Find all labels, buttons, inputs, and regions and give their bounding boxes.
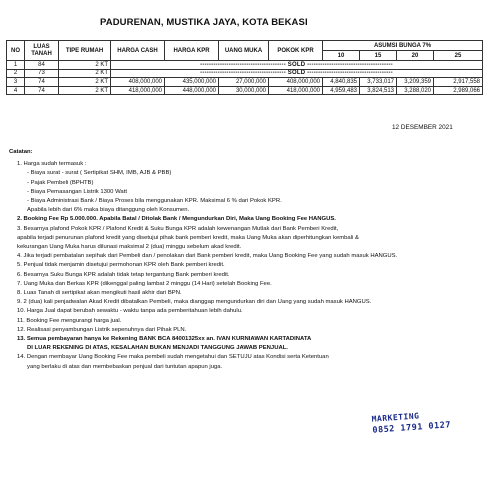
col-luas-tanah: LUAS TANAH bbox=[25, 41, 59, 61]
note-12: 12. Realisasi penyambungan Listrik sepenuhnya dari Pihak PLN. bbox=[17, 326, 187, 333]
note-1b: - Pajak Pembeli (BPHTB) bbox=[27, 179, 94, 186]
note-7: 7. Uang Muka dan Berkas KPR (dikenggal paling lambat 2 minggu (14 Hari) setelah Booking Fee. bbox=[17, 280, 272, 287]
cell-uang-muka: 27,000,000 bbox=[219, 78, 269, 87]
cell-tipe: 2 KT bbox=[59, 61, 111, 70]
cell-tipe: 2 KT bbox=[59, 78, 111, 87]
note-13b: DI LUAR REKENING DI ATAS, KESALAHAN BUKAN MENJADI TANGGUNG JAWAB PENJUAL. bbox=[27, 345, 288, 352]
table-row bbox=[7, 78, 483, 87]
cell-pokok-kpr: 418,000,000 bbox=[269, 86, 323, 95]
cell-pokok-kpr: 408,000,000 bbox=[269, 78, 323, 87]
note-1a: - Biaya surat - surat ( Sertipikat SHM, IMB, AJB & PBB) bbox=[27, 170, 172, 177]
cell-harga-cash: 418,000,000 bbox=[111, 86, 165, 95]
note-3c: kekurangan Uang Muka harus dilunasi maksimal 2 (dua) minggu sebelum akad kredit. bbox=[17, 244, 242, 251]
document-date: 12 DESEMBER 2021 bbox=[392, 124, 453, 131]
cell-harga-kpr: 448,000,000 bbox=[165, 86, 219, 95]
note-8: 8. Luas Tanah di sertipikat akan mengikuti hasil akhir dari BPN. bbox=[17, 290, 182, 297]
col-tenor-15: 15 bbox=[360, 51, 397, 61]
col-harga-cash: HARGA CASH bbox=[111, 41, 165, 61]
note-11: 11. Booking Fee mengurangi harga jual. bbox=[17, 317, 122, 324]
signature-label: MARKETING bbox=[371, 411, 420, 424]
note-9: 9. 2 (dua) kali penjadwalan Akad Kredit dibatalkan Pembeli, maka dianggap mengundurkan diri dan Uang yang sudah masuk HANGUS. bbox=[17, 299, 372, 306]
note-6: 6. Besarnya Suku Bunga KPR adalah tidak tetap tergantung Bank pemberi kredit. bbox=[17, 271, 230, 278]
cell-tenor-15: 3,733,017 bbox=[360, 78, 397, 87]
marketing-signature bbox=[371, 409, 451, 435]
cell-tenor-10: 4,840,835 bbox=[323, 78, 360, 87]
cell-sold: --------------------------------------- SOLD --------------------------------------- bbox=[111, 61, 483, 70]
note-1e: Apabila lebih dari 6% maka biaya ditanggung oleh Konsumen. bbox=[27, 207, 190, 214]
col-uang-muka: UANG MUKA bbox=[219, 41, 269, 61]
notes-section bbox=[9, 148, 489, 372]
note-14: 14. Dengan membayar Uang Booking Fee maka pembeli sudah mengetahui dan SETUJU atas Kondisi serta Ketentuan bbox=[17, 354, 329, 361]
col-pokok-kpr: POKOK KPR bbox=[269, 41, 323, 61]
cell-no: 3 bbox=[7, 78, 25, 87]
col-tenor-25: 25 bbox=[434, 51, 483, 61]
signature-phone: 0852 1791 0127 bbox=[372, 420, 452, 436]
note-10: 10. Harga Jual dapat berubah sewaktu - waktu tanpa ada pemberitahuan lebih dahulu. bbox=[17, 308, 243, 315]
cell-tenor-25: 2,917,558 bbox=[434, 78, 483, 87]
table-header-row bbox=[7, 41, 483, 51]
col-tipe-rumah: TIPE RUMAH bbox=[59, 41, 111, 61]
cell-luas: 84 bbox=[25, 61, 59, 70]
cell-luas: 74 bbox=[25, 86, 59, 95]
page-title: PADURENAN, MUSTIKA JAYA, KOTA BEKASI bbox=[100, 17, 308, 28]
cell-harga-kpr: 435,000,000 bbox=[165, 78, 219, 87]
note-2: 2. Booking Fee Rp 5.000.000. Apabila Batal / Ditolak Bank / Mengundurkan Diri, Maka Uang Booking Fee HANGUS. bbox=[17, 216, 336, 223]
cell-sold: --------------------------------------- SOLD --------------------------------------- bbox=[111, 69, 483, 78]
cell-tenor-10: 4,959,483 bbox=[323, 86, 360, 95]
note-3: 3. Besarnya plafond Pokok KPR / Plafond Kredit & Suku Bunga KPR adalah kewenangan Mutlak dari Bank Pemberi Kredit, bbox=[17, 225, 339, 232]
col-tenor-20: 20 bbox=[397, 51, 434, 61]
cell-no: 1 bbox=[7, 61, 25, 70]
cell-tenor-20: 3,288,020 bbox=[397, 86, 434, 95]
cell-luas: 74 bbox=[25, 78, 59, 87]
note-1d: - Biaya Administrasi Bank / Biaya Proses bila menggunakan KPR. Maksimal 6 % dari Pokok KPR. bbox=[27, 198, 282, 205]
table-row bbox=[7, 61, 483, 70]
price-table bbox=[6, 40, 483, 95]
cell-uang-muka: 30,000,000 bbox=[219, 86, 269, 95]
cell-tenor-20: 3,209,359 bbox=[397, 78, 434, 87]
cell-tenor-15: 3,824,513 bbox=[360, 86, 397, 95]
note-1c: - Biaya Pemasangan Listrik 1300 Watt bbox=[27, 188, 127, 195]
cell-luas: 73 bbox=[25, 69, 59, 78]
cell-harga-cash: 408,000,000 bbox=[111, 78, 165, 87]
cell-tenor-25: 2,989,066 bbox=[434, 86, 483, 95]
cell-no: 2 bbox=[7, 69, 25, 78]
notes-heading: Catatan: bbox=[9, 149, 33, 155]
table-row bbox=[7, 69, 483, 78]
note-4: 4. Jika terjadi pembatalan sepihak dari Pembeli dan / penolakan dari Bank pemberi kredit, maka Uang Booking Fee yang sudah masuk HANGUS. bbox=[17, 253, 398, 260]
note-13: 13. Semua pembayaran hanya ke Rekening BANK BCA 84001325xx an. IVAN KURNIAWAN KARTADINATA bbox=[17, 336, 312, 343]
col-tenor-10: 10 bbox=[323, 51, 360, 61]
cell-no: 4 bbox=[7, 86, 25, 95]
note-14b: yang berlaku di atas dan membebaskan penjual dari tuntutan apapun juga. bbox=[27, 363, 223, 370]
col-no: NO bbox=[7, 41, 25, 61]
col-asumsi-bunga: ASUMSI BUNGA 7% bbox=[323, 41, 483, 51]
cell-tipe: 2 KT bbox=[59, 86, 111, 95]
note-5: 5. Penjual tidak menjamin disetujui permohonan KPR oleh Bank pemberi kredit. bbox=[17, 262, 225, 269]
cell-tipe: 2 KT bbox=[59, 69, 111, 78]
table-row bbox=[7, 86, 483, 95]
col-harga-kpr: HARGA KPR bbox=[165, 41, 219, 61]
note-1: 1. Harga sudah termasuk : bbox=[17, 161, 87, 168]
note-3b: apabila terjadi penurunan plafond kredit yang disetujui pihak bank pemberi kredit, maka Uang Muka akan diperhitungkan kembali & bbox=[17, 234, 359, 241]
